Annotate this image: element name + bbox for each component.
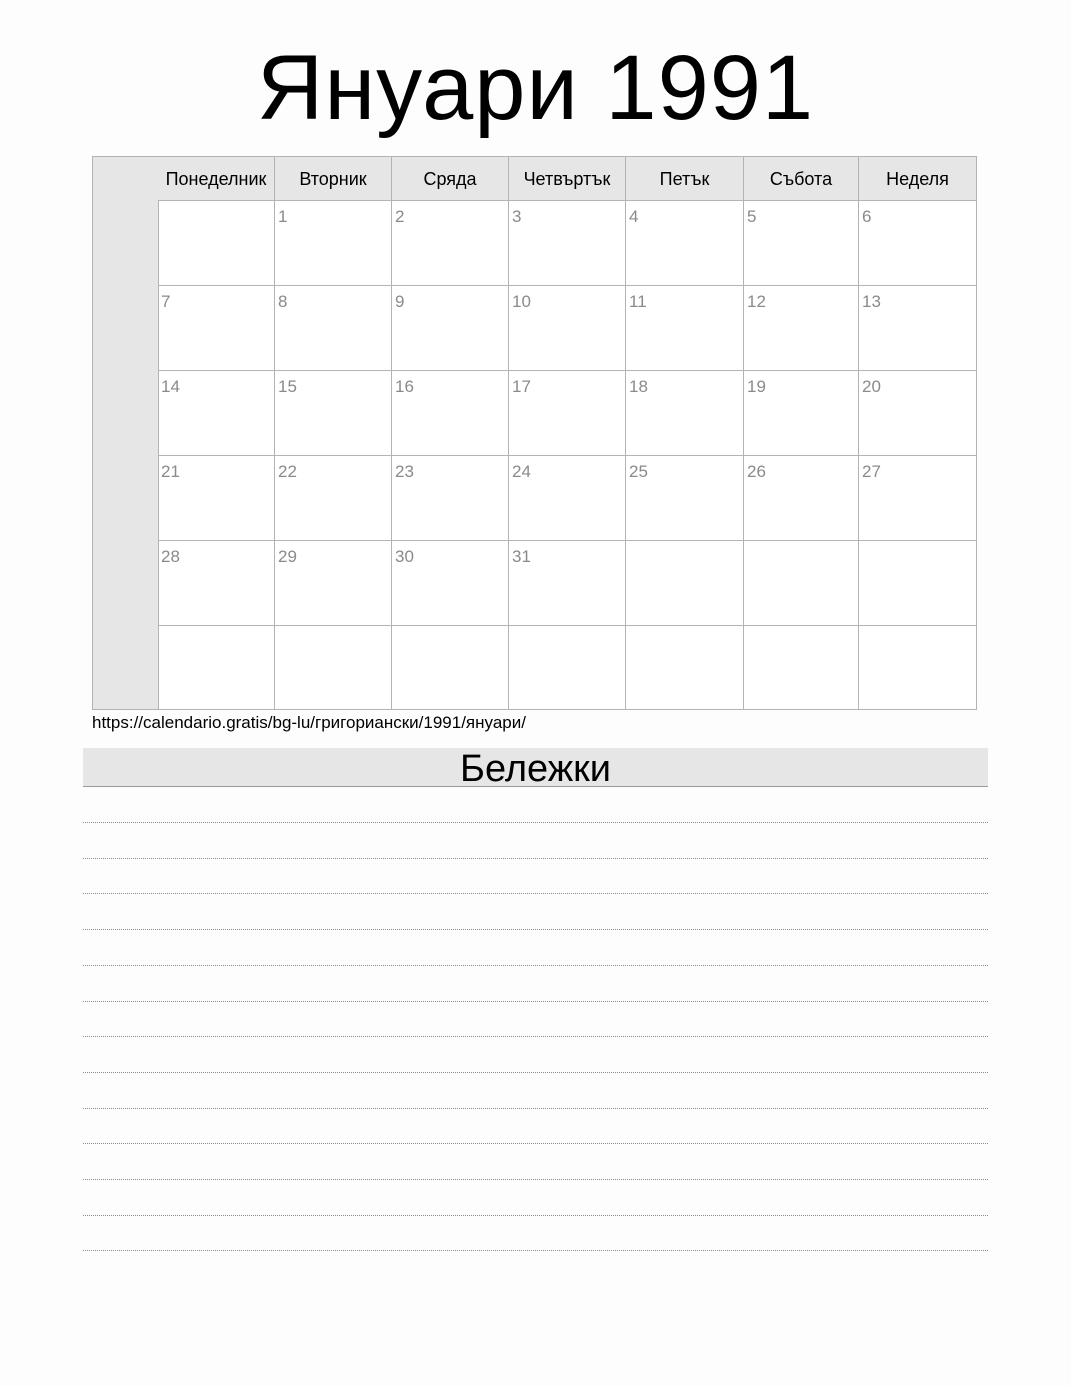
note-line	[83, 965, 988, 966]
day-number: 4	[629, 207, 639, 226]
day-cell	[392, 201, 509, 285]
day-cell	[275, 626, 392, 710]
day-cell	[626, 541, 744, 625]
day-number: 3	[512, 207, 522, 226]
day-cell	[158, 626, 275, 710]
day-cell	[158, 371, 275, 455]
day-cell	[392, 371, 509, 455]
day-number: 15	[278, 377, 297, 396]
day-number: 19	[747, 377, 766, 396]
day-number: 28	[161, 547, 180, 566]
day-cell	[158, 541, 275, 625]
day-cell	[859, 371, 976, 455]
day-cell	[509, 201, 626, 285]
weekday-wednesday: Сряда	[392, 157, 509, 200]
week-number-column	[93, 157, 159, 709]
day-cell	[509, 371, 626, 455]
day-cell	[744, 371, 859, 455]
day-number: 30	[395, 547, 414, 566]
source-url: https://calendario.gratis/bg-lu/григориански/1991/януари/	[92, 713, 526, 732]
day-cell	[158, 201, 275, 285]
day-number: 21	[161, 462, 180, 481]
note-line	[83, 1250, 988, 1251]
day-number: 23	[395, 462, 414, 481]
day-cell	[859, 541, 976, 625]
week-row	[158, 626, 976, 710]
day-cell	[509, 286, 626, 370]
day-cell	[275, 201, 392, 285]
note-line	[83, 1179, 988, 1180]
weekday-saturday: Събота	[744, 157, 859, 200]
weekday-thursday: Четвъртък	[509, 157, 626, 200]
note-line	[83, 1215, 988, 1216]
day-cell	[626, 456, 744, 540]
day-cell	[275, 541, 392, 625]
day-number: 17	[512, 377, 531, 396]
day-cell	[744, 541, 859, 625]
day-number: 31	[512, 547, 531, 566]
day-cell	[859, 456, 976, 540]
day-cell	[859, 626, 976, 710]
day-cell	[859, 201, 976, 285]
day-cell	[275, 456, 392, 540]
weekday-monday: Понеделник	[158, 157, 275, 200]
day-cell	[275, 286, 392, 370]
week-row	[158, 371, 976, 456]
note-line	[83, 929, 988, 930]
day-cell	[158, 286, 275, 370]
day-cell	[626, 201, 744, 285]
weekday-sunday: Неделя	[886, 169, 949, 189]
day-number: 12	[747, 292, 766, 311]
day-cell	[859, 286, 976, 370]
week-row	[158, 541, 976, 626]
calendar-grid	[92, 156, 977, 710]
day-number: 18	[629, 377, 648, 396]
week-row	[158, 201, 976, 286]
note-line	[83, 893, 988, 894]
day-number: 6	[862, 207, 872, 226]
note-line	[83, 1036, 988, 1037]
day-number: 27	[862, 462, 881, 481]
note-line	[83, 1072, 988, 1073]
day-cell	[392, 456, 509, 540]
day-number: 24	[512, 462, 531, 481]
day-number: 2	[395, 207, 405, 226]
note-line	[83, 1001, 988, 1002]
note-line	[83, 1143, 988, 1144]
day-cell	[626, 286, 744, 370]
day-number: 5	[747, 207, 757, 226]
day-number: 13	[862, 292, 881, 311]
day-number: 22	[278, 462, 297, 481]
week-row	[158, 456, 976, 541]
day-grid	[158, 201, 976, 710]
day-number: 16	[395, 377, 414, 396]
day-cell	[275, 371, 392, 455]
note-line	[83, 822, 988, 823]
day-cell	[744, 626, 859, 710]
notes-title: Бележки	[83, 748, 988, 787]
day-cell	[744, 286, 859, 370]
week-row	[158, 286, 976, 371]
day-cell	[392, 626, 509, 710]
day-number: 26	[747, 462, 766, 481]
weekday-tuesday: Вторник	[275, 157, 392, 200]
day-number: 1	[278, 207, 288, 226]
day-cell	[626, 626, 744, 710]
day-cell	[509, 541, 626, 625]
page-title: Януари 1991	[256, 37, 815, 139]
day-number: 8	[278, 292, 288, 311]
day-number: 25	[629, 462, 648, 481]
day-number: 20	[862, 377, 881, 396]
day-cell	[509, 456, 626, 540]
day-cell	[509, 626, 626, 710]
day-cell	[626, 371, 744, 455]
weekday-header	[158, 157, 976, 201]
day-number: 9	[395, 292, 405, 311]
note-line	[83, 858, 988, 859]
note-line	[83, 1108, 988, 1109]
day-number: 7	[161, 292, 171, 311]
day-cell	[744, 456, 859, 540]
day-number: 14	[161, 377, 180, 396]
day-cell	[392, 286, 509, 370]
day-cell	[744, 201, 859, 285]
weekday-friday: Петък	[626, 157, 744, 200]
day-number: 11	[629, 292, 647, 311]
day-number: 29	[278, 547, 297, 566]
day-cell	[158, 456, 275, 540]
day-number: 10	[512, 292, 531, 311]
day-cell	[392, 541, 509, 625]
